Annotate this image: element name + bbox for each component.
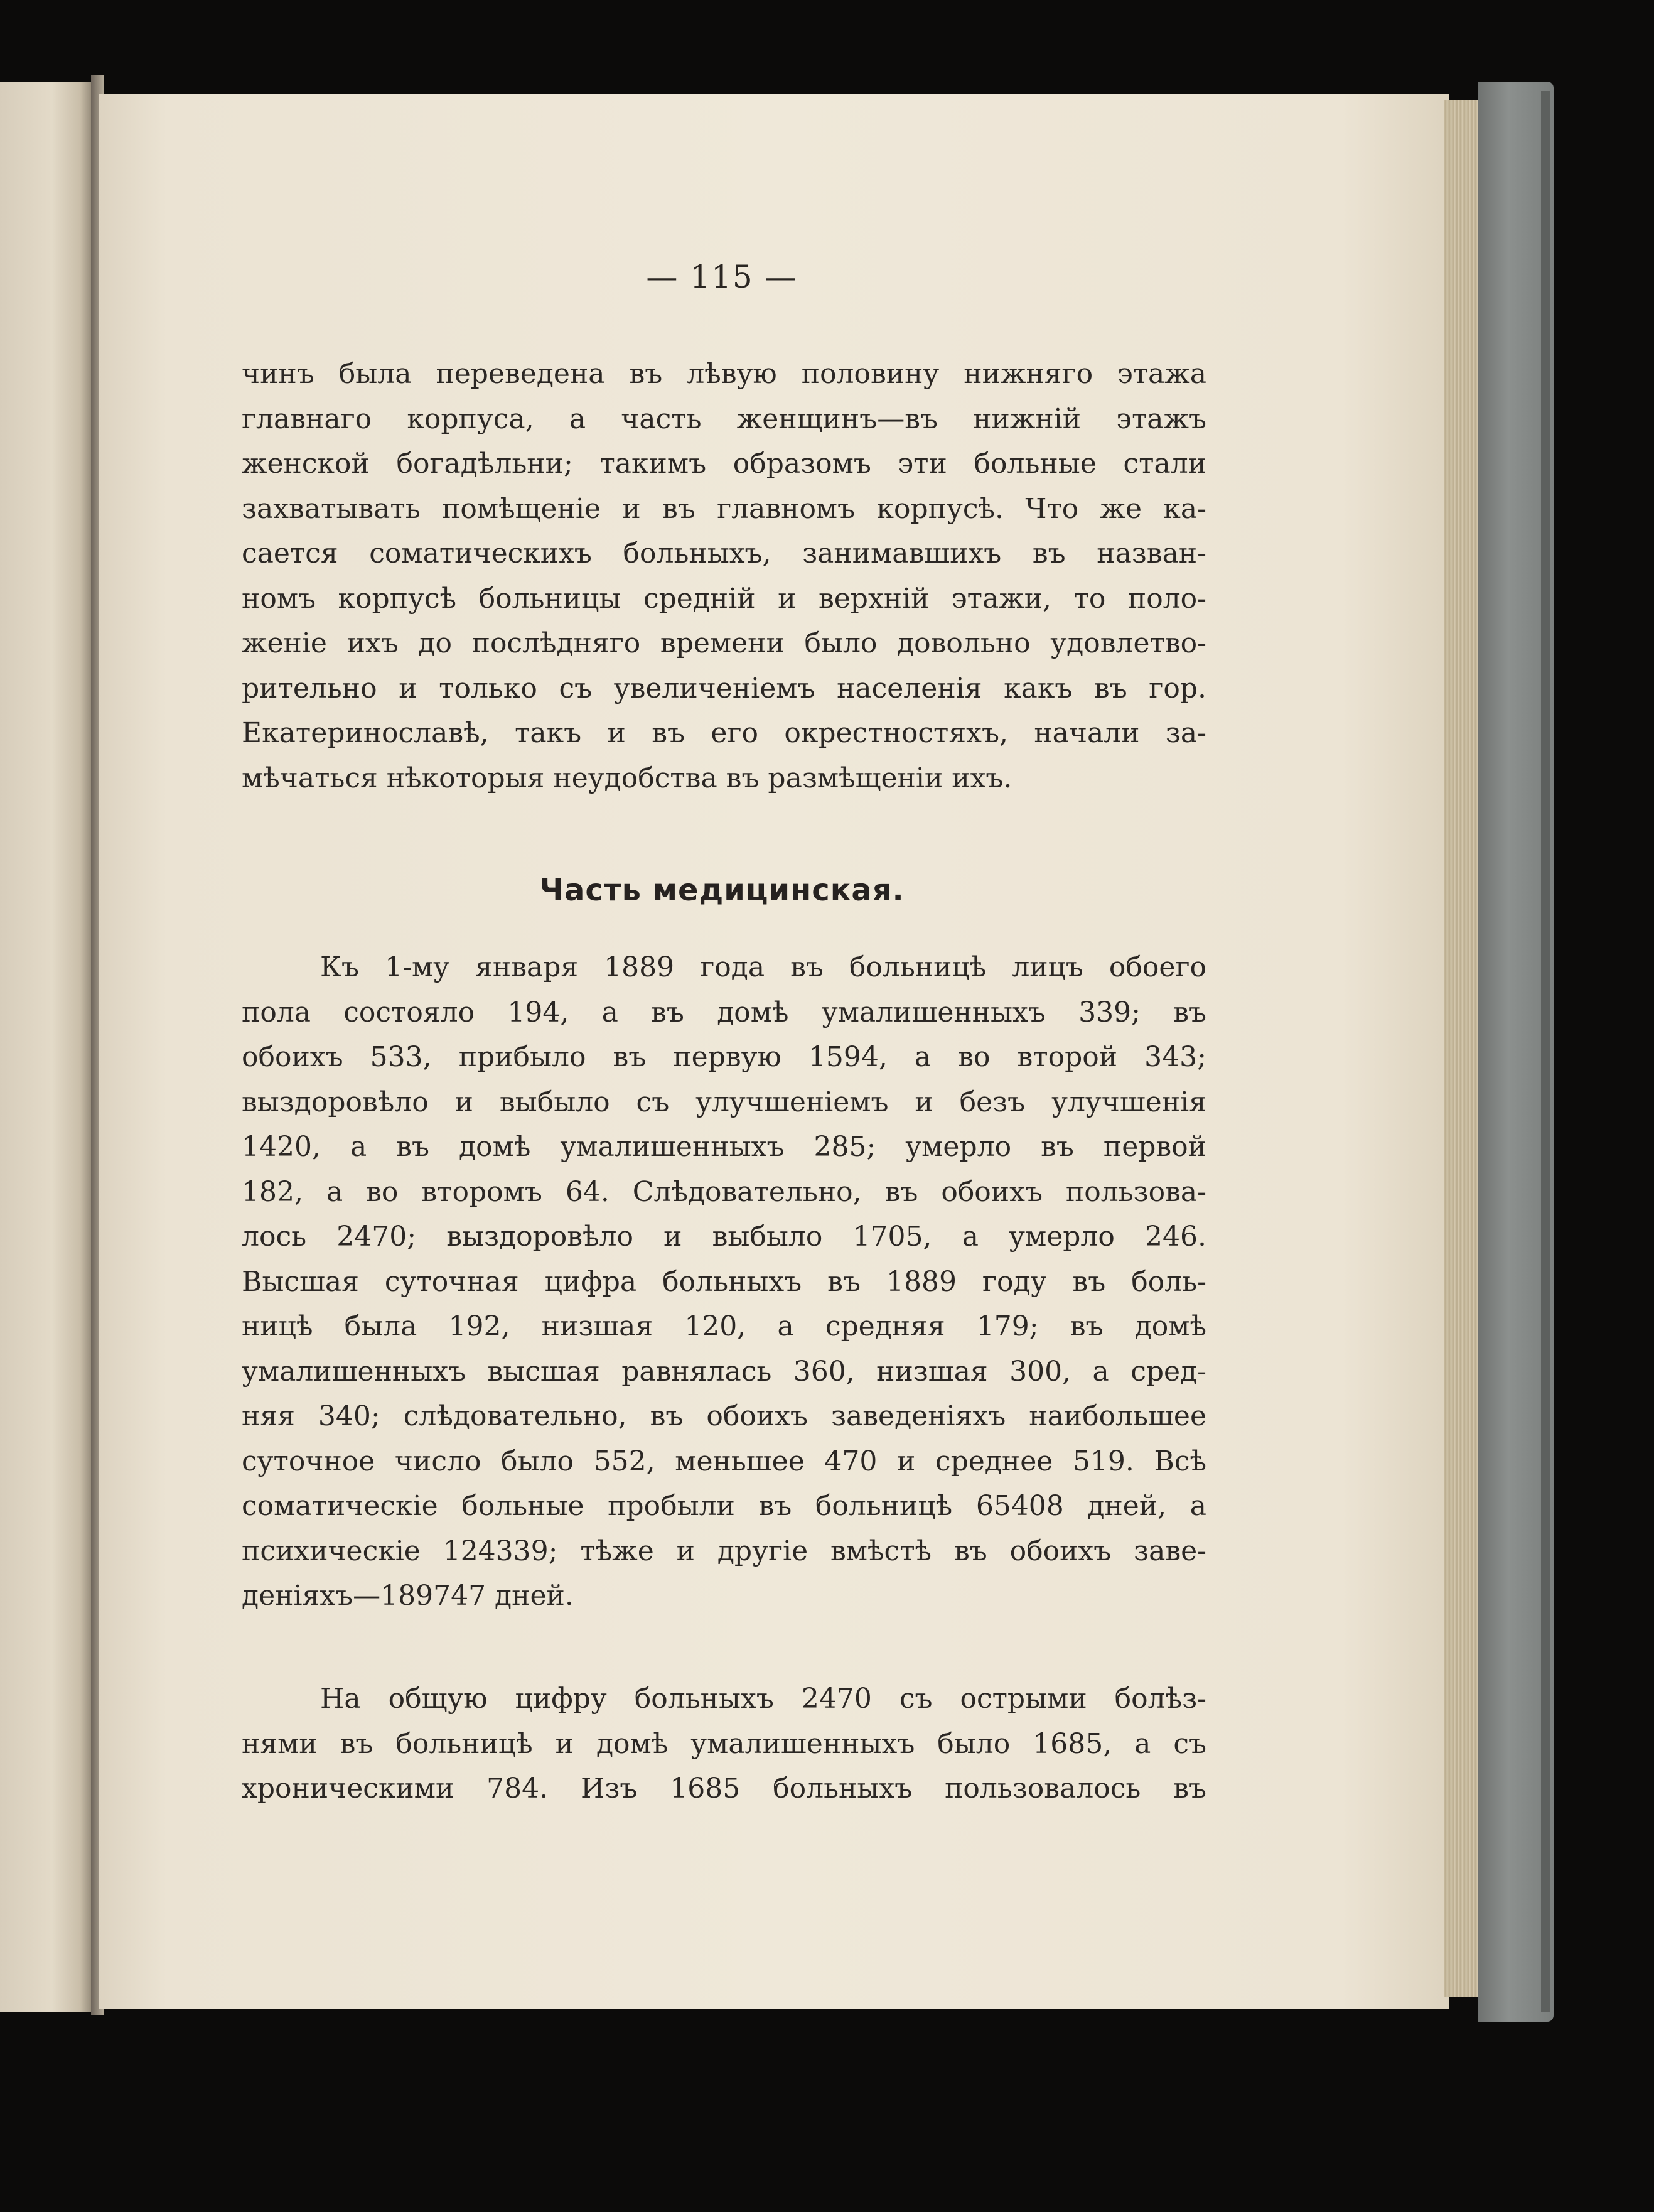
- text-line: женіе ихъ до послѣдняго времени было довольно удовлетво-: [242, 627, 1206, 659]
- text-line: 182, а во второмъ 64. Слѣдовательно, въ обоихъ пользова-: [242, 1175, 1206, 1208]
- page-edges: [1444, 100, 1481, 1997]
- text-line: няя 340; слѣдовательно, въ обоихъ заведеніяхъ наибольшее: [242, 1400, 1206, 1432]
- text-line: суточное число было 552, меньшее 470 и среднее 519. Всѣ: [242, 1445, 1206, 1477]
- text-line: захватывать помѣщеніе и въ главномъ корпусѣ. Что же ка-: [242, 492, 1206, 525]
- text-line: пола состояло 194, а въ домѣ умалишенныхъ 339; въ: [242, 996, 1206, 1028]
- text-line: мѣчаться нѣкоторыя неудобства въ размѣщеніи ихъ.: [242, 762, 1012, 794]
- text-line: психическіе 124339; тѣже и другіе вмѣстѣ въ обоихъ заве-: [242, 1535, 1206, 1567]
- text-line: рительно и только съ увеличеніемъ населенія какъ въ гор.: [242, 672, 1206, 704]
- text-line: сается соматическихъ больныхъ, занимавшихъ въ назван-: [242, 537, 1206, 569]
- text-line: Высшая суточная цифра больныхъ въ 1889 году въ боль-: [242, 1265, 1206, 1298]
- text-line: соматическіе больные пробыли въ больницѣ 65408 дней, а: [242, 1490, 1206, 1522]
- cover-spine-strip: [1541, 91, 1550, 2012]
- paragraph-1: [242, 352, 1206, 801]
- text-line: 1420, а въ домѣ умалишенныхъ 285; умерло въ первой: [242, 1131, 1206, 1163]
- text-line: чинъ была переведена въ лѣвую половину нижняго этажа: [242, 358, 1206, 390]
- section-heading: Часть медицинская.: [539, 873, 905, 908]
- text-line: главнаго корпуса, а часть женщинъ—въ нижній этажъ: [242, 402, 1206, 435]
- text-line: лось 2470; выздоровѣло и выбыло 1705, а умерло 246.: [242, 1221, 1206, 1253]
- paragraph-3-body: [242, 1676, 1206, 1811]
- page-number: — 115 —: [646, 259, 798, 295]
- text-line: номъ корпусѣ больницы средній и верхній этажи, то поло-: [242, 582, 1206, 615]
- text-line: Къ 1-му января 1889 года въ больницѣ лицъ обоего: [320, 951, 1206, 983]
- paragraph-2: [242, 945, 1206, 1619]
- text-line: обоихъ 533, прибыло въ первую 1594, а во второй 343;: [242, 1041, 1206, 1073]
- paragraph-2-body: [242, 945, 1206, 1619]
- text-line: хроническими 784. Изъ 1685 больныхъ пользовалось въ: [242, 1772, 1206, 1805]
- text-line: деніяхъ—189747 дней.: [242, 1580, 574, 1612]
- text-line: нями въ больницѣ и домѣ умалишенныхъ было 1685, а съ: [242, 1727, 1206, 1760]
- left-page-edge: [0, 82, 94, 2012]
- paragraph-3: [242, 1676, 1206, 1811]
- text-line: женской богадѣльни; такимъ образомъ эти больные стали: [242, 448, 1206, 480]
- text-line: ницѣ была 192, низшая 120, а средняя 179; въ домѣ: [242, 1310, 1206, 1342]
- text-line: выздоровѣло и выбыло съ улучшеніемъ и безъ улучшенія: [242, 1086, 1206, 1118]
- text-line: умалишенныхъ высшая равнялась 360, низшая 300, а сред-: [242, 1355, 1206, 1388]
- text-line: На общую цифру больныхъ 2470 съ острыми болѣз-: [320, 1683, 1206, 1715]
- paragraph-1-body: [242, 352, 1206, 801]
- text-line: Екатеринославѣ, такъ и въ его окрестностяхъ, начали за-: [242, 717, 1206, 749]
